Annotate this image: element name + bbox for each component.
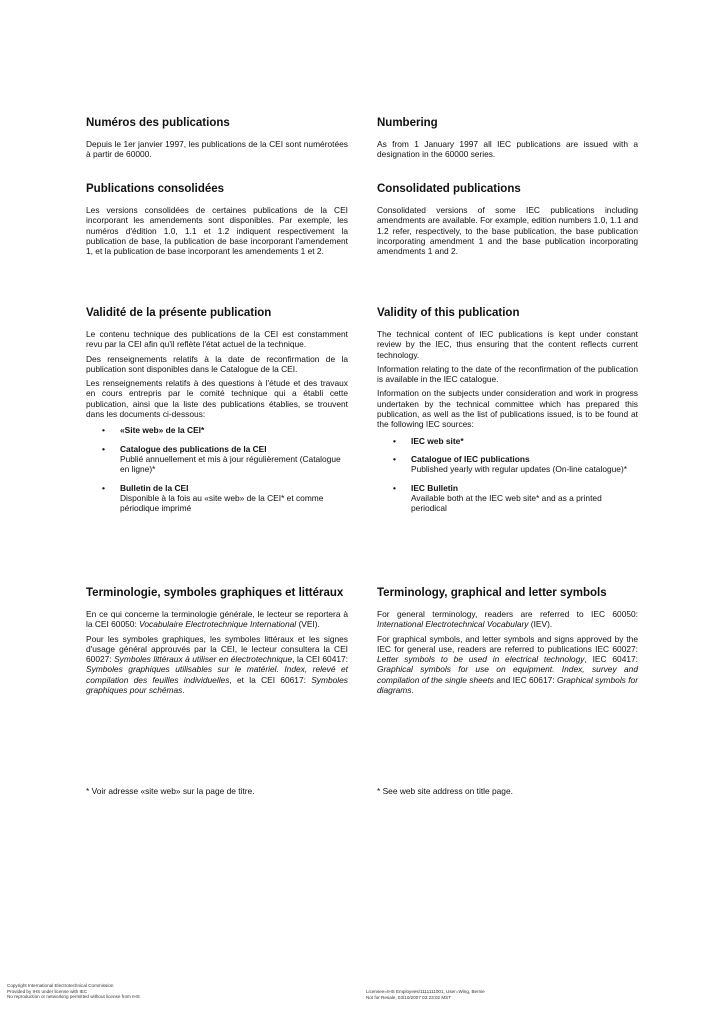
en-footnote: * See web site address on title page. — [377, 786, 513, 796]
en-validity-p3: Information on the subjects under consideration and work in progress undertaken by the technical committee which has prepared this publication, as well as the list of publications issued, is to be found at the following IEC sources: — [377, 388, 638, 430]
footer-copyright: Copyright International Electrotechnical Commission — [7, 983, 114, 988]
en-validity-p1: The technical content of IEC publications is kept under constant review by the IEC, thus ensuring that the content reflects current technology. — [377, 329, 638, 360]
fr-consolidated-title: Publications consolidées — [86, 183, 225, 195]
en-numbering-text: As from 1 January 1997 all IEC publications are issued with a designation in the 60000 series. — [377, 139, 638, 160]
en-numbering-section — [377, 116, 638, 164]
en-validity-title: Validity of this publication — [377, 307, 520, 319]
fr-bullet-title: «Site web» de la CEI* — [120, 425, 205, 436]
list-item — [86, 425, 348, 435]
bullet-icon: • — [393, 435, 396, 446]
fr-validity-section — [86, 306, 348, 521]
fr-bullet-detail: Publié annuellement et mis à jour régulièrement (Catalogue en ligne)* — [120, 453, 341, 475]
fr-validity-p2: Des renseignements relatifs à la date de reconfirmation de la publication sont disponibles dans le Catalogue de la CEI. — [86, 353, 348, 374]
en-bullet-title: IEC Bulletin — [411, 482, 458, 493]
footer-provided: Provided by IHS under license with IEC — [7, 988, 88, 994]
fr-validity-title: Validité de la présente publication — [86, 307, 272, 319]
fr-numbering-section — [86, 116, 348, 164]
fr-bullet-title: Catalogue des publications de la CEI — [120, 443, 267, 454]
en-bullet-detail: Available both at the IEC web site* and as a printed periodical — [411, 492, 602, 514]
bullet-icon: • — [102, 482, 105, 493]
fr-footnote: * Voir adresse «site web» sur la page de titre. — [86, 786, 255, 796]
bullet-icon: • — [102, 443, 105, 454]
bullet-icon: • — [102, 425, 105, 436]
en-terminology-section — [377, 586, 638, 699]
fr-numbering-text: Depuis le 1er janvier 1997, les publications de la CEI sont numérotées à partir de 60000. — [86, 139, 348, 160]
fr-numbering-title: Numéros des publications — [86, 117, 230, 129]
list-item — [377, 483, 638, 514]
list-item — [86, 444, 348, 475]
fr-sources-list — [86, 425, 348, 513]
footer-reproduction: No reproduction or networking permitted without license from IHS — [7, 994, 140, 1000]
fr-terminology-p2: Pour les symboles graphiques, les symboles littéraux et les signes d'usage général approuvés par la CEI, le lecteur consultera la CEI 60027: Symboles littéraux à utiliser en électrotechnique, la CEI 60417: Symboles graphiques utilisables sur le matériel. Index, relevé et compilation des feuilles individuelles, et la CEI 60617: Symboles graphiques pour schémas. — [86, 633, 348, 696]
fr-validity-p3: Les renseignements relatifs à des questions à l'étude et des travaux en cours entrepris par le comité technique qui a établi cette publication, ainsi que la liste des publications établies, se trouvent dans les documents ci-dessous: — [86, 378, 348, 420]
fr-bullet-title: Bulletin de la CEI — [120, 482, 189, 493]
en-terminology-p2: For graphical symbols, and letter symbols and signs approved by the IEC for general use, readers are referred to publications IEC 60027: Letter symbols to be used in electrical technology, IEC 60417: Graphical symbols for use on equipment. Index, survey and compilation of the single sheets and IEC 60617: Graphical symbols for diagrams. — [377, 633, 638, 696]
en-bullet-title: IEC web site* — [411, 435, 464, 446]
en-terminology-p1: For general terminology, readers are referred to IEC 60050: International Electrotechnical Vocabulary (IEV). — [377, 609, 638, 630]
en-consolidated-section — [377, 182, 638, 260]
bullet-icon: • — [393, 453, 396, 464]
fr-consolidated-section — [86, 182, 348, 260]
fr-terminology-section — [86, 586, 348, 699]
en-bullet-detail: Published yearly with regular updates (On-line catalogue)* — [411, 464, 628, 475]
bullet-icon: • — [393, 482, 396, 493]
en-sources-list — [377, 436, 638, 514]
fr-consolidated-text: Les versions consolidées de certaines publications de la CEI incorporant les amendements sont disponibles. Par exemple, les numéros d'édition 1.0, 1.1 et 1.2 indiquent respectivement la publication de base, la publication de base incorporant l'amendement 1, et la publication de base incorporant les amendements 1 et 2. — [86, 205, 348, 257]
en-consolidated-text: Consolidated versions of some IEC publications including amendments are available. For example, edition numbers 1.0, 1.1 and 1.2 refer, respectively, to the base publication, the base publication incorporating amendment 1 and the base publication incorporating amendments 1 and 2. — [377, 205, 638, 257]
en-validity-p2: Information relating to the date of the reconfirmation of the publication is available in the IEC catalogue. — [377, 363, 638, 385]
en-validity-section — [377, 306, 638, 521]
footer-licensee: Licensee=IHS Employees/1111111001, User=Wing, Bernie — [366, 989, 485, 994]
fr-validity-p1: Le contenu technique des publications de la CEI est constamment revu par la CEI afin qu'il reflète l'état actuel de la technique. — [86, 329, 348, 350]
en-numbering-title: Numbering — [377, 117, 438, 129]
footer-left — [7, 983, 140, 1000]
fr-terminology-title: Terminologie, symboles graphiques et littéraux — [86, 587, 344, 599]
footer-resale: Not for Resale, 03/10/2007 03:23:02 MST — [366, 994, 452, 1000]
en-bullet-title: Catalogue of IEC publications — [411, 453, 530, 464]
list-item — [377, 454, 638, 475]
fr-bullet-detail: Disponible à la fois au «site web» de la CEI* et comme périodique imprimé — [120, 492, 324, 514]
en-consolidated-title: Consolidated publications — [377, 183, 521, 195]
list-item — [377, 436, 638, 446]
en-terminology-title: Terminology, graphical and letter symbols — [377, 587, 607, 599]
fr-terminology-p1: En ce qui concerne la terminologie générale, le lecteur se reportera à la CEI 60050: Vocabulaire Electrotechnique International (VEI). — [86, 609, 348, 630]
footer-right — [366, 989, 485, 1000]
list-item — [86, 483, 348, 514]
